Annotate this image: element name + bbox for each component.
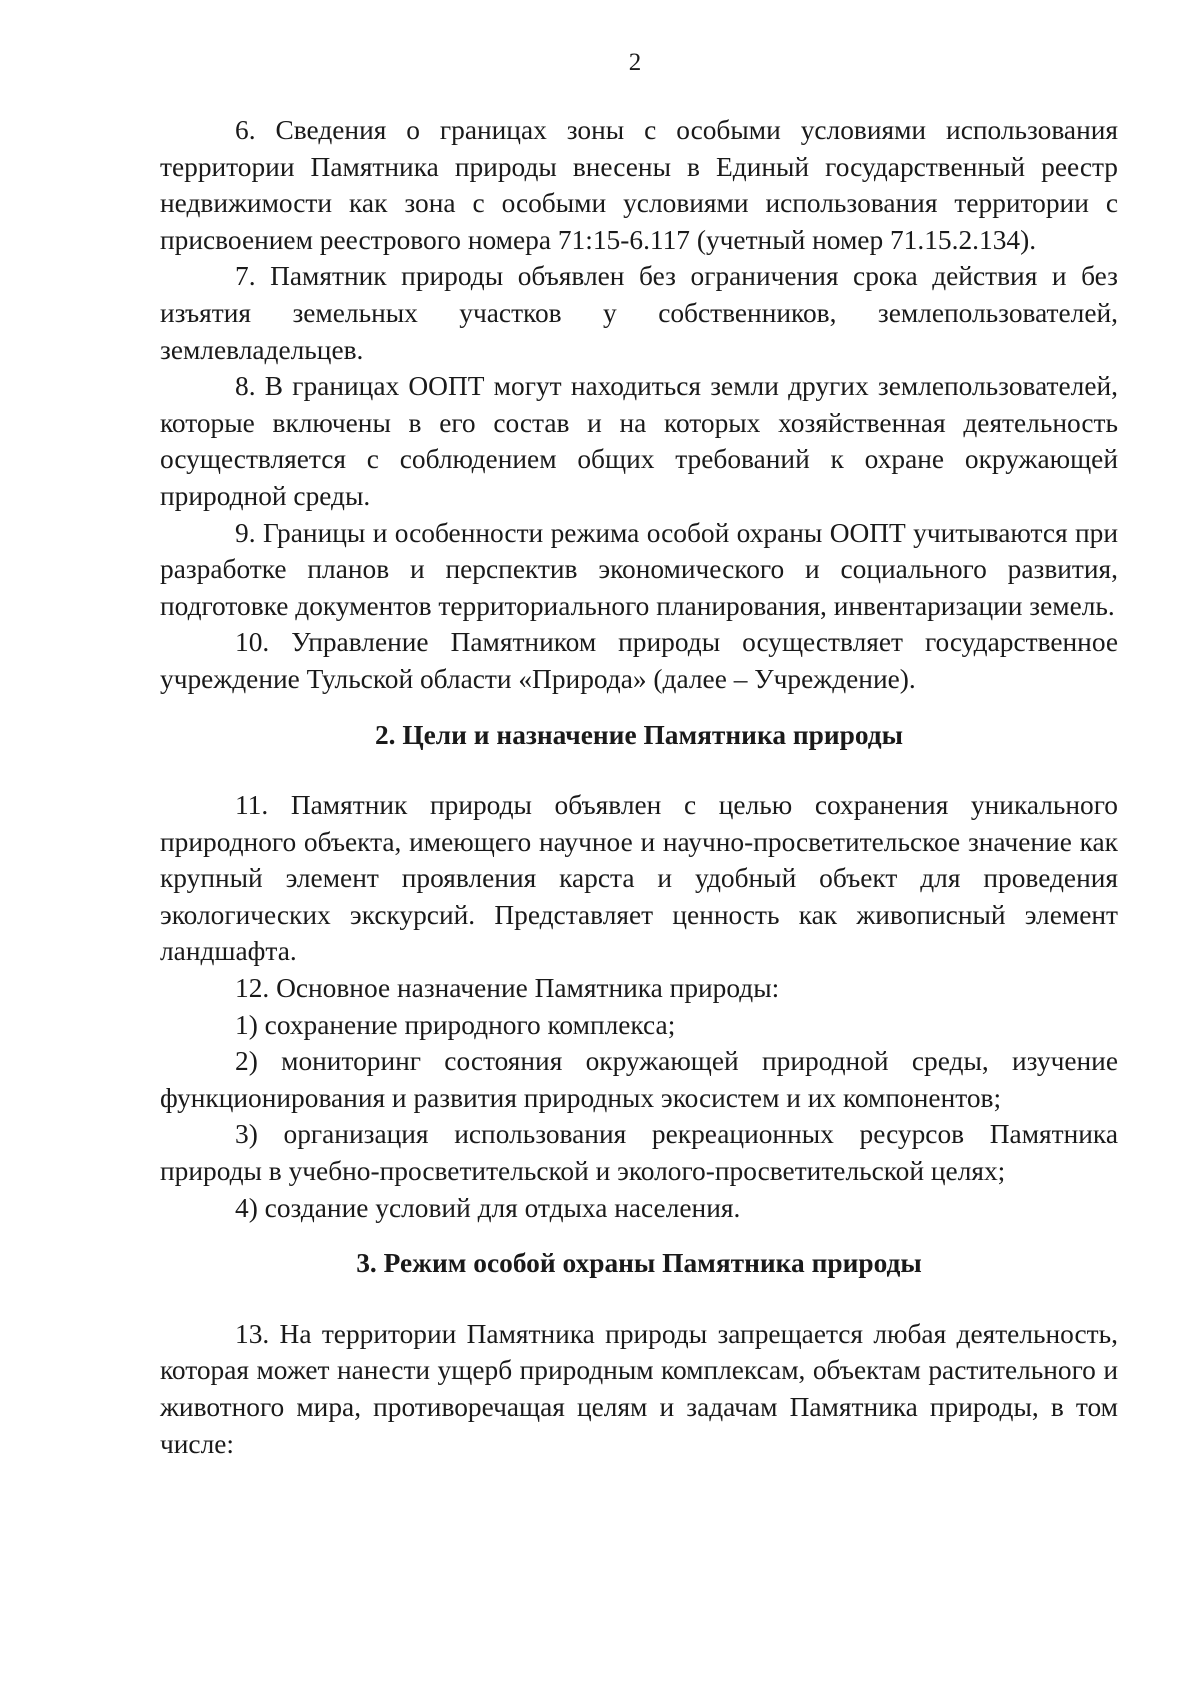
page-number: 2 (628, 49, 642, 76)
list-item-4: 4) создание условий для отдыха населения. (235, 1192, 741, 1223)
paragraph-11: 11. Памятник природы объявлен с целью сохранения уникального природного объекта, имеющего научное и научно-просветительское значение как крупный элемент проявления карста и удобный объект для проведения экологических экскурсий. Представляет ценность как живописный элемент ландшафта. (160, 790, 1118, 967)
section-2-heading: 2. Цели и назначение Памятника природы (374, 719, 904, 750)
document-body (160, 112, 1118, 1462)
paragraph-10: 10. Управление Памятником природы осуществляет государственное учреждение Тульской области «Природа» (далее – Учреждение). (160, 627, 1118, 694)
paragraph-8: 8. В границах ООПТ могут находиться земли других землепользователей, которые включены в его состав и на которых хозяйственная деятельность осуществляется с соблюдением общих требований к охране окружающей природной среды. (160, 371, 1118, 511)
list-item-2: 2) мониторинг состояния окружающей природной среды, изучение функционирования и развития природных экосистем и их компонентов; (160, 1046, 1118, 1113)
paragraph-9: 9. Границы и особенности режима особой охраны ООПТ учитываются при разработке планов и перспектив экономического и социального развития, подготовке документов территориального планирования, инвентаризации земель. (160, 517, 1118, 621)
paragraph-7: 7. Памятник природы объявлен без ограничения срока действия и без изъятия земельных участков у собственников, землепользователей, землевладельцев. (160, 261, 1118, 365)
paragraph-6: 6. Сведения о границах зоны с особыми условиями использования территории Памятника природы внесены в Единый государственный реестр недвижимости как зона с особыми условиями использования территории с присвоением реестрового номера 71:15-6.117 (учетный номер 71.15.2.134). (160, 115, 1118, 255)
section-3-heading: 3. Режим особой охраны Памятника природы (356, 1248, 922, 1279)
paragraph-12: 12. Основное назначение Памятника природы: (235, 973, 780, 1004)
list-item-1: 1) сохранение природного комплекса; (235, 1009, 676, 1040)
paragraph-13: 13. На территории Памятника природы запрещается любая деятельность, которая может нанести ущерб природным комплексам, объектам растительного и животного мира, противоречащая целям и задачам Памятника природы, в том числе: (160, 1318, 1118, 1459)
list-item-3: 3) организация использования рекреационных ресурсов Памятника природы в учебно-просветительской и эколого-просветительской целях; (160, 1119, 1118, 1187)
